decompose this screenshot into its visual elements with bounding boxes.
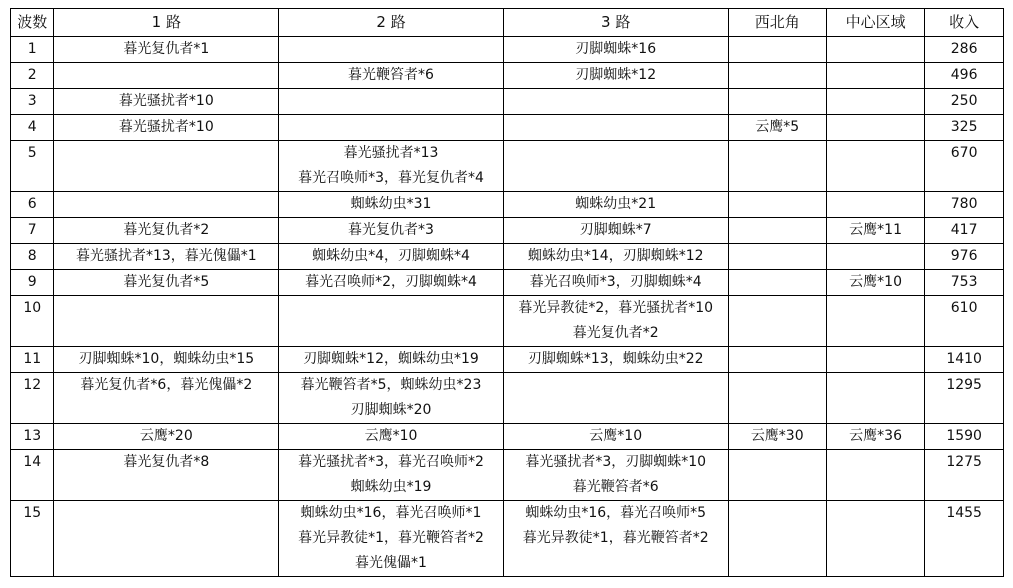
income-cell: 1295	[925, 373, 1004, 424]
route-2-cell	[279, 373, 504, 424]
enemy-entry: 暮光异教徒*1，暮光鞭笞者*2	[522, 530, 709, 546]
enemy-entry: 暮光召唤师*3，刃脚蜘蛛*4	[529, 274, 702, 290]
northwest-cell	[728, 192, 826, 218]
center-cell	[826, 218, 924, 244]
enemy-entry: 刃脚蜘蛛*7	[579, 222, 652, 238]
center-cell	[826, 37, 924, 63]
northwest-cell	[728, 89, 826, 115]
enemy-entry: 蜘蛛幼虫*16，暮光召唤师*5	[525, 505, 707, 521]
route-1-cell	[54, 141, 279, 192]
route-1-cell	[54, 37, 279, 63]
enemy-entry: 暮光骚扰者*13，暮光傀儡*1	[75, 248, 257, 264]
route-2-cell	[279, 37, 504, 63]
income-cell: 753	[925, 270, 1004, 296]
header-northwest: 西北角	[728, 9, 826, 37]
route-1-cell	[54, 244, 279, 270]
route-2-cell	[279, 89, 504, 115]
wave-number-cell: 11	[11, 347, 54, 373]
route-1-cell	[54, 296, 279, 347]
wave-number-cell: 4	[11, 115, 54, 141]
income-cell: 780	[925, 192, 1004, 218]
route-3-cell	[503, 192, 728, 218]
enemy-entry: 暮光召唤师*3，暮光复仇者*4	[298, 170, 484, 186]
table-row	[11, 450, 1004, 501]
route-1-cell	[54, 115, 279, 141]
table-row	[11, 373, 1004, 424]
wave-number-cell: 12	[11, 373, 54, 424]
enemy-entry: 暮光复仇者*2	[123, 222, 210, 238]
income-cell: 1590	[925, 424, 1004, 450]
route-2-cell	[279, 424, 504, 450]
enemy-entry: 暮光傀儡*1	[355, 555, 427, 571]
wave-number-cell: 6	[11, 192, 54, 218]
income-cell: 1275	[925, 450, 1004, 501]
center-cell	[826, 450, 924, 501]
northwest-cell	[728, 218, 826, 244]
wave-number-cell: 14	[11, 450, 54, 501]
route-3-cell	[503, 450, 728, 501]
center-cell	[826, 141, 924, 192]
northwest-cell	[728, 63, 826, 89]
wave-number-cell: 15	[11, 501, 54, 577]
header-income: 收入	[925, 9, 1004, 37]
route-1-cell	[54, 89, 279, 115]
route-3-cell	[503, 218, 728, 244]
enemy-entry: 暮光异教徒*2，暮光骚扰者*10	[518, 300, 714, 316]
wave-number-cell: 13	[11, 424, 54, 450]
wave-number-cell: 2	[11, 63, 54, 89]
route-2-cell	[279, 270, 504, 296]
enemy-entry: 云鹰*10	[364, 428, 418, 444]
table-row	[11, 141, 1004, 192]
northwest-cell	[728, 141, 826, 192]
header-route-1: 1 路	[54, 9, 279, 37]
enemy-entry: 云鹰*10	[589, 428, 643, 444]
enemy-entry: 暮光异教徒*1，暮光鞭笞者*2	[298, 530, 484, 546]
table-row	[11, 244, 1004, 270]
enemy-entry: 暮光骚扰者*13	[343, 145, 439, 161]
header-route-2: 2 路	[279, 9, 504, 37]
enemy-entry: 暮光复仇者*5	[123, 274, 210, 290]
northwest-cell	[728, 296, 826, 347]
route-3-cell	[503, 501, 728, 577]
wave-number-cell: 9	[11, 270, 54, 296]
wave-number-cell: 8	[11, 244, 54, 270]
wave-number-cell: 1	[11, 37, 54, 63]
route-2-cell	[279, 347, 504, 373]
table-row	[11, 115, 1004, 141]
income-cell: 286	[925, 37, 1004, 63]
route-3-cell	[503, 37, 728, 63]
table-row	[11, 89, 1004, 115]
route-2-cell	[279, 450, 504, 501]
route-1-cell	[54, 192, 279, 218]
wave-number-cell: 5	[11, 141, 54, 192]
income-cell: 610	[925, 296, 1004, 347]
income-cell: 417	[925, 218, 1004, 244]
enemy-entry: 云鹰*10	[849, 274, 902, 290]
enemy-entry: 暮光复仇者*1	[123, 41, 210, 57]
center-cell	[826, 63, 924, 89]
route-2-cell	[279, 115, 504, 141]
enemy-entry: 暮光复仇者*3	[348, 222, 434, 238]
wave-number-cell: 10	[11, 296, 54, 347]
income-cell: 976	[925, 244, 1004, 270]
northwest-cell	[728, 450, 826, 501]
route-1-cell	[54, 501, 279, 577]
enemy-entry: 蜘蛛幼虫*19	[350, 479, 432, 495]
table-row	[11, 347, 1004, 373]
route-3-cell	[503, 270, 728, 296]
table-row	[11, 424, 1004, 450]
route-1-cell	[54, 373, 279, 424]
center-cell	[826, 373, 924, 424]
northwest-cell	[728, 501, 826, 577]
enemy-entry: 暮光复仇者*2	[572, 325, 659, 341]
route-1-cell	[54, 63, 279, 89]
enemy-entry: 暮光召唤师*2，刃脚蜘蛛*4	[305, 274, 477, 290]
center-cell	[826, 270, 924, 296]
northwest-cell	[728, 37, 826, 63]
table-row	[11, 296, 1004, 347]
northwest-cell	[728, 244, 826, 270]
center-cell	[826, 501, 924, 577]
enemy-entry: 暮光鞭笞者*5，蜘蛛幼虫*23	[300, 377, 482, 393]
table-row	[11, 63, 1004, 89]
route-1-cell	[54, 218, 279, 244]
center-cell	[826, 296, 924, 347]
enemy-entry: 云鹰*30	[750, 428, 804, 444]
enemy-entry: 暮光鞭笞者*6	[348, 67, 434, 83]
enemy-entry: 刃脚蜘蛛*20	[350, 402, 432, 418]
route-1-cell	[54, 450, 279, 501]
route-2-cell	[279, 63, 504, 89]
enemy-entry: 云鹰*36	[849, 428, 902, 444]
wave-table	[10, 8, 1004, 577]
route-3-cell	[503, 63, 728, 89]
route-2-cell	[279, 244, 504, 270]
northwest-cell	[728, 347, 826, 373]
route-3-cell	[503, 347, 728, 373]
wave-number-cell: 3	[11, 89, 54, 115]
route-2-cell	[279, 296, 504, 347]
enemy-entry: 刃脚蜘蛛*12，蜘蛛幼虫*19	[303, 351, 479, 367]
enemy-entry: 蜘蛛幼虫*21	[575, 196, 657, 212]
table-row	[11, 37, 1004, 63]
enemy-entry: 暮光骚扰者*10	[118, 93, 214, 109]
enemy-entry: 暮光骚扰者*3，刃脚蜘蛛*10	[525, 454, 707, 470]
header-route-3: 3 路	[503, 9, 728, 37]
route-1-cell	[54, 270, 279, 296]
route-2-cell	[279, 218, 504, 244]
enemy-entry: 云鹰*11	[849, 222, 902, 238]
center-cell	[826, 89, 924, 115]
enemy-entry: 暮光复仇者*6，暮光傀儡*2	[80, 377, 253, 393]
enemy-entry: 暮光复仇者*8	[123, 454, 210, 470]
income-cell: 250	[925, 89, 1004, 115]
enemy-entry: 刃脚蜘蛛*16	[575, 41, 657, 57]
route-3-cell	[503, 115, 728, 141]
center-cell	[826, 424, 924, 450]
enemy-entry: 云鹰*5	[755, 119, 800, 135]
enemy-entry: 蜘蛛幼虫*16，暮光召唤师*1	[300, 505, 482, 521]
income-cell: 670	[925, 141, 1004, 192]
enemy-entry: 蜘蛛幼虫*14，刃脚蜘蛛*12	[527, 248, 704, 264]
table-row	[11, 270, 1004, 296]
enemy-entry: 蜘蛛幼虫*31	[350, 196, 432, 212]
enemy-entry: 暮光骚扰者*10	[118, 119, 214, 135]
enemy-entry: 刃脚蜘蛛*12	[575, 67, 657, 83]
center-cell	[826, 244, 924, 270]
enemy-entry: 刃脚蜘蛛*10，蜘蛛幼虫*15	[78, 351, 255, 367]
enemy-entry: 暮光骚扰者*3，暮光召唤师*2	[298, 454, 484, 470]
wave-table-body	[11, 37, 1004, 577]
table-row	[11, 501, 1004, 577]
header-wave: 波数	[11, 9, 54, 37]
route-1-cell	[54, 347, 279, 373]
table-row	[11, 192, 1004, 218]
header-center: 中心区域	[826, 9, 924, 37]
center-cell	[826, 347, 924, 373]
route-3-cell	[503, 296, 728, 347]
route-3-cell	[503, 424, 728, 450]
route-1-cell	[54, 424, 279, 450]
route-2-cell	[279, 141, 504, 192]
income-cell: 1410	[925, 347, 1004, 373]
route-3-cell	[503, 141, 728, 192]
northwest-cell	[728, 424, 826, 450]
route-2-cell	[279, 192, 504, 218]
route-3-cell	[503, 244, 728, 270]
northwest-cell	[728, 373, 826, 424]
table-row	[11, 218, 1004, 244]
income-cell: 1455	[925, 501, 1004, 577]
enemy-entry: 暮光鞭笞者*6	[572, 479, 659, 495]
center-cell	[826, 192, 924, 218]
enemy-entry: 蜘蛛幼虫*4，刃脚蜘蛛*4	[312, 248, 470, 264]
route-3-cell	[503, 89, 728, 115]
header-row	[11, 9, 1004, 37]
wave-number-cell: 7	[11, 218, 54, 244]
enemy-entry: 云鹰*20	[139, 428, 193, 444]
northwest-cell	[728, 270, 826, 296]
route-2-cell	[279, 501, 504, 577]
income-cell: 325	[925, 115, 1004, 141]
enemy-entry: 刃脚蜘蛛*13，蜘蛛幼虫*22	[527, 351, 704, 367]
income-cell: 496	[925, 63, 1004, 89]
center-cell	[826, 115, 924, 141]
northwest-cell	[728, 115, 826, 141]
route-3-cell	[503, 373, 728, 424]
